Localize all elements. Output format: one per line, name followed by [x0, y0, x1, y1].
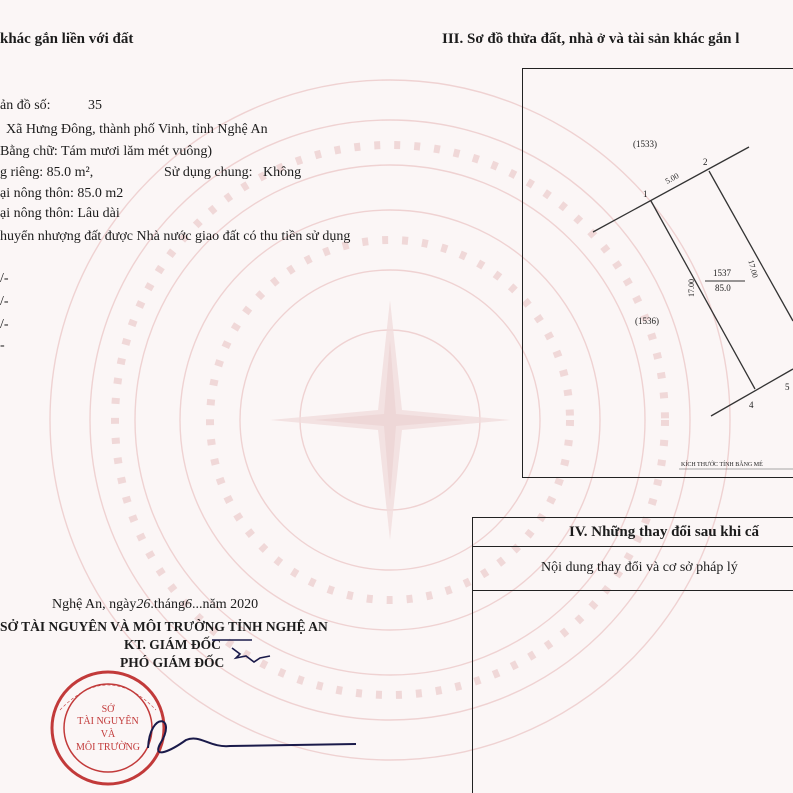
main-signature [148, 721, 356, 752]
address-line: Xã Hưng Đông, thành phố Vinh, tỉnh Nghệ An [6, 122, 268, 137]
initial-signature [232, 648, 270, 662]
seal-text-line: MÔI TRƯỜNG [76, 742, 140, 753]
vertex-label: 1 [643, 189, 648, 199]
vertex-label: 4 [749, 400, 754, 410]
boundary-line-north [593, 147, 749, 232]
date-month: 6 [185, 597, 192, 612]
date-separator: . [150, 597, 154, 612]
usage-term-line: ại nông thôn: Lâu dài [0, 206, 120, 221]
section-iv-heading: IV. Những thay đổi sau khi cấ [569, 524, 760, 540]
parcel-edge-west [651, 201, 755, 389]
shared-use-value: Không [263, 165, 302, 180]
parcel-number: 1537 [713, 268, 731, 278]
stamp-and-signature [0, 600, 380, 780]
vertex-label: 2 [703, 157, 708, 167]
section-iii-heading: III. Sơ đồ thửa đất, nhà ở và tài sản khác gắn l [442, 31, 740, 47]
signatory-role-2: PHÓ GIÁM ĐỐC [120, 655, 225, 670]
map-sheet-label: ản đồ số: [0, 98, 51, 113]
seal-text-line: TÀI NGUYÊN [77, 716, 139, 727]
date-day: 26 [136, 597, 151, 612]
edge-length-west: 17.00 [687, 279, 696, 297]
date-month-label: tháng [153, 597, 185, 612]
land-origin-line: huyển nhượng đất được Nhà nước giao đất có thu tiền sử dụng [0, 229, 351, 244]
rural-land-area-line: ại nông thôn: 85.0 m2 [0, 186, 124, 201]
issuing-agency: SỞ TÀI NGUYÊN VÀ MÔI TRƯỜNG TỈNH NGHỆ AN [0, 619, 328, 634]
dash-mark: /- [0, 294, 9, 309]
seal-text-so: SỞ [101, 704, 115, 715]
parcel-edge-east [709, 171, 793, 321]
date-separator: ... [192, 597, 203, 612]
signatory-role-1: KT. GIÁM ĐỐC [124, 637, 221, 652]
dash-mark: /- [0, 317, 9, 332]
private-use-area-line: g riêng: 85.0 m², [0, 165, 94, 180]
vertex-label: 5 [785, 382, 790, 392]
edge-length-north: 5.00 [663, 171, 681, 186]
area-in-words-line: Bằng chữ: Tám mươi lăm mét vuông) [0, 144, 213, 159]
changes-table [472, 517, 793, 793]
edge-length-east: 17.00 [746, 259, 760, 279]
dash-mark: /- [0, 271, 9, 286]
dash-mark: - [0, 338, 5, 353]
seal-text-line: VÀ [100, 729, 116, 740]
official-red-seal [52, 672, 164, 784]
shared-use-label: Sử dụng chung: [164, 165, 253, 180]
parcel-area: 85.0 [715, 283, 731, 293]
map-sheet-value: 35 [88, 98, 102, 113]
date-prefix: Nghệ An, ngày [52, 597, 137, 612]
changes-column-header: Nội dung thay đổi và cơ sở pháp lý [541, 560, 738, 575]
neighbor-label-west: (1536) [635, 316, 659, 326]
date-year-label: năm 2020 [202, 597, 259, 612]
parcel-diagram-box [522, 68, 793, 478]
left-section-heading: khác gắn liền với đất [0, 31, 134, 47]
scale-note: KÍCH THƯỚC TÍNH BẰNG MÉ [681, 462, 763, 468]
neighbor-label-north: (1533) [633, 139, 657, 149]
